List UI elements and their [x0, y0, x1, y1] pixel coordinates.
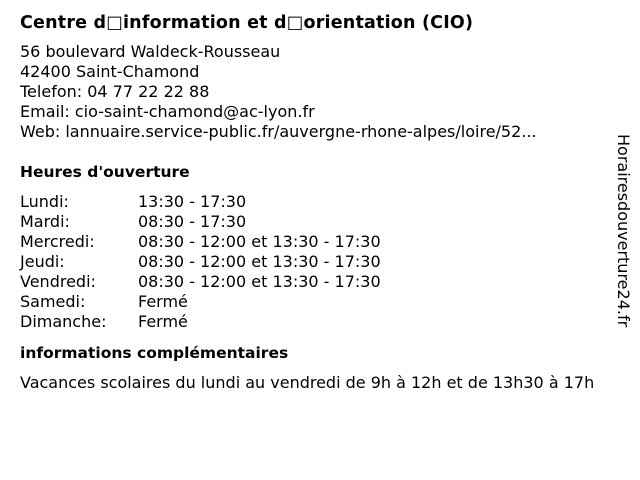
hours-row-sunday — [20, 312, 620, 332]
info-text: Vacances scolaires du lundi au vendredi de 9h à 12h et de 13h30 à 17h — [20, 373, 595, 392]
address-line-1: 56 boulevard Waldeck-Rousseau — [20, 42, 281, 61]
hours-row-friday — [20, 272, 620, 292]
watermark-text: Horairesdouverture24.fr — [614, 134, 633, 328]
hours-day: Lundi: — [20, 192, 69, 211]
hours-time: Fermé — [138, 292, 188, 311]
address-line-2: 42400 Saint-Chamond — [20, 62, 200, 81]
hours-row-saturday — [20, 292, 620, 312]
hours-day: Mercredi: — [20, 232, 95, 251]
content — [20, 10, 620, 393]
hours-row-thursday — [20, 252, 620, 272]
hours-row-monday — [20, 192, 620, 212]
hours-time: Fermé — [138, 312, 188, 331]
hours-table — [20, 192, 620, 332]
hours-time: 08:30 - 12:00 et 13:30 - 17:30 — [138, 272, 381, 291]
hours-day: Jeudi: — [20, 252, 65, 271]
hours-time: 13:30 - 17:30 — [138, 192, 247, 211]
hours-day: Dimanche: — [20, 312, 107, 331]
hours-day: Vendredi: — [20, 272, 96, 291]
hours-day: Samedi: — [20, 292, 86, 311]
info-heading: informations complémentaires — [20, 344, 289, 362]
hours-row-wednesday — [20, 232, 620, 252]
web-text: Web: lannuaire.service-public.fr/auvergne-rhone-alpes/loire/52... — [20, 122, 537, 141]
hours-time: 08:30 - 12:00 et 13:30 - 17:30 — [138, 232, 381, 251]
phone-text: Telefon: 04 77 22 22 88 — [20, 82, 210, 101]
hours-time: 08:30 - 17:30 — [138, 212, 247, 231]
contact-block — [20, 42, 620, 142]
hours-day: Mardi: — [20, 212, 70, 231]
page-title: Centre d□information et d□orientation (CIO) — [20, 13, 474, 33]
email-text: Email: cio-saint-chamond@ac-lyon.fr — [20, 102, 315, 121]
hours-row-tuesday — [20, 212, 620, 232]
hours-heading: Heures d'ouverture — [20, 163, 190, 181]
hours-time: 08:30 - 12:00 et 13:30 - 17:30 — [138, 252, 381, 271]
